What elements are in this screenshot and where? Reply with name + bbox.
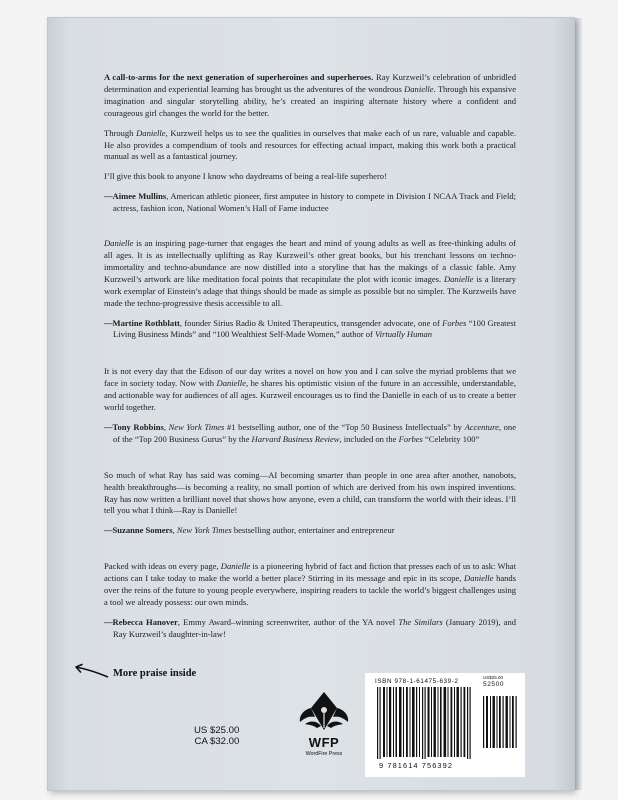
title-italic: Danielle: [216, 378, 246, 389]
fountain-pen-nib-icon: [297, 690, 351, 736]
text: Ray Kurzweil’s celebration of unbridled determination and experiential learning has brought us the adventures of the wondrous: [104, 72, 516, 94]
blurb-rothblatt: [104, 238, 516, 341]
attribution: [104, 422, 516, 446]
endorser-credit: , founder Sirius Radio & United Therapeutics, transgender advocate, one of: [179, 317, 443, 328]
text: is a pioneering hybrid of fact and fiction that presses each of us to ask: What actions can I take today to make the world a better place? Stirring in its message and epic in its scope,: [104, 561, 516, 584]
endorser-credit: , Emmy Award–winning screenwriter, author of the YA novel: [177, 616, 399, 627]
credit-italic: Virtually Human: [375, 329, 433, 340]
title-italic: Danielle: [136, 127, 166, 138]
endorser-name: —Martine Rothblatt: [104, 317, 180, 328]
attribution: [104, 318, 516, 342]
endorser-name: —Tony Robbins: [104, 421, 164, 432]
endorser-credit: (January 2019), and Ray Kurzweil’s daughter-in-law!: [113, 616, 517, 639]
endorser-credit: “100 Greatest Living Business Minds” and “100 Wealthiest Self-Made Women,” author of: [113, 317, 516, 340]
more-praise-label: More praise inside: [113, 668, 197, 679]
credit-italic: Forbes: [442, 317, 467, 328]
publisher-logo: [297, 690, 351, 768]
endorser-credit: , one of the “Top 200 Business Gurus” by the: [113, 421, 516, 444]
text: Packed with ideas on every page,: [104, 561, 221, 572]
title-italic: Danielle: [220, 561, 251, 572]
endorser-credit: , included on the: [339, 433, 399, 444]
credit-italic: The Similars: [398, 616, 443, 627]
praise-column: [104, 72, 516, 663]
attribution: [104, 525, 516, 537]
text: It is not every day that the Edison of our day writes a novel on how you and I can solve the myriad problems that we face in society today. Now with: [104, 366, 516, 389]
text: , Kurzweil helps us to see the qualities in ourselves that make each of us rare, valuable and capable. He also provides a compendium of tools and resources for effecting actual impact, making this work both a practical manual as well as a fantastical journey.: [104, 127, 516, 162]
text: Through: [104, 127, 137, 138]
endorser-name: —Aimee Mullins: [104, 191, 167, 202]
isbn-barcode: [375, 687, 475, 759]
endorser-name: —Rebecca Hanover: [104, 616, 178, 627]
blurb-paragraph: [104, 366, 516, 414]
publisher-name: WordFire Press: [305, 751, 343, 757]
credit-italic: New York Times: [176, 525, 232, 536]
title-italic: Danielle: [443, 273, 474, 284]
blurb-paragraph: [104, 470, 516, 518]
endorser-credit: bestselling author, entertainer and entrepreneur: [231, 525, 395, 536]
isbn-digits: 9 781614 756392: [379, 761, 454, 770]
price-block: [194, 726, 239, 747]
price-us: US $25.00: [194, 725, 240, 736]
credit-italic: New York Times: [168, 421, 225, 432]
publisher-logo-text: WFP: [308, 735, 340, 750]
endorser-credit: , American athletic pioneer, first amputee in history to compete in Division I NCAA Track and Field; actress, fashion icon, National Women’s Hall of Fame inductee: [113, 191, 516, 214]
attribution: [104, 617, 516, 641]
credit-italic: Accenture: [464, 421, 499, 432]
blurb-paragraph: [104, 128, 516, 164]
text: So much of what Ray has said was coming—AI becoming smarter than people in one area after another, nanobots, health breakthroughs—is becoming a reality, no small portion of which are derived from his own inspired inventions. Ray has now written a brilliant novel that shows how anyone, even a child, can transform the world with their ideas. I’ll tell you what I think—Ray is Danielle!: [104, 469, 516, 516]
blurb-hanover: [104, 561, 516, 640]
price-addon-barcode: [482, 688, 520, 748]
text: , he shares his optimistic vision of the future in an accessible, understandable, and actionable way for audiences of all ages. Kurzweil encourages us to find the Danielle in each of us to create a better world together.: [104, 378, 516, 413]
text: is a literary work exemplar of Einstein’s adage that things should be made as simple as possible but no simpler. The Kurzweils have made the techno-progressive thesis accessible to all.: [104, 273, 516, 308]
spine-edge: [574, 18, 582, 790]
text: . Through his expansive imagination and singular storytelling ability, he’s created an inspiring alternate history where a confident and courageous girl changes the world for the better.: [104, 83, 517, 118]
endorser-credit: ,: [172, 525, 177, 536]
text: hands over the reins of the future to young people everywhere, inspiring readers to tackle the world’s biggest challenges using a tool we already possess: our own minds.: [104, 573, 517, 607]
more-praise-note: [72, 660, 252, 684]
endorser-credit: “Celebrity 100”: [422, 433, 480, 444]
addon-digits: 52500: [483, 681, 505, 688]
blurb-mullins: [104, 72, 516, 215]
blurb-paragraph: [104, 72, 516, 120]
price-code: US$25.00: [483, 675, 504, 680]
lead-bold-text: A call-to-arms for the next generation of superheroines and superheroes.: [104, 72, 374, 82]
barcode-panel: [365, 673, 525, 777]
price-ca: CA $32.00: [194, 735, 240, 747]
credit-italic: Harvard Business Review: [251, 433, 340, 444]
endorser-credit: ,: [163, 421, 169, 432]
endorser-name: —Suzanne Somers: [104, 525, 173, 536]
blurb-paragraph: [104, 171, 516, 183]
text: is an inspiring page-turner that engages the heart and mind of young adults as well as free-thinking adults of all ages. It is as intellectually uplifting as Ray Kurzweil’s other great books, but his trenchant lessons on techno-immortality and techno-abundance are now distilled into a storyline that has the makings of a classic fable. Amy Kurzweil’s artwork are like meditation focal points that recapitulate the plot with iconic images.: [104, 238, 516, 284]
blurb-paragraph: [104, 561, 516, 609]
text: I’ll give this book to anyone I know who daydreams of being a real-life superhero!: [104, 171, 387, 182]
arrow-left-icon: [72, 663, 110, 681]
title-italic: Danielle: [464, 573, 494, 584]
isbn-text: ISBN 978-1-61475-639-2: [375, 678, 459, 685]
title-italic: Danielle: [104, 238, 134, 249]
title-italic: Danielle: [404, 83, 434, 94]
blurb-robbins: [104, 366, 516, 445]
blurb-paragraph: [104, 238, 516, 309]
credit-italic: Forbes: [398, 433, 423, 444]
blurb-somers: [104, 470, 516, 538]
endorser-credit: #1 bestselling author, one of the “Top 50 Business Intellectuals” by: [224, 421, 465, 432]
attribution: [104, 191, 516, 215]
